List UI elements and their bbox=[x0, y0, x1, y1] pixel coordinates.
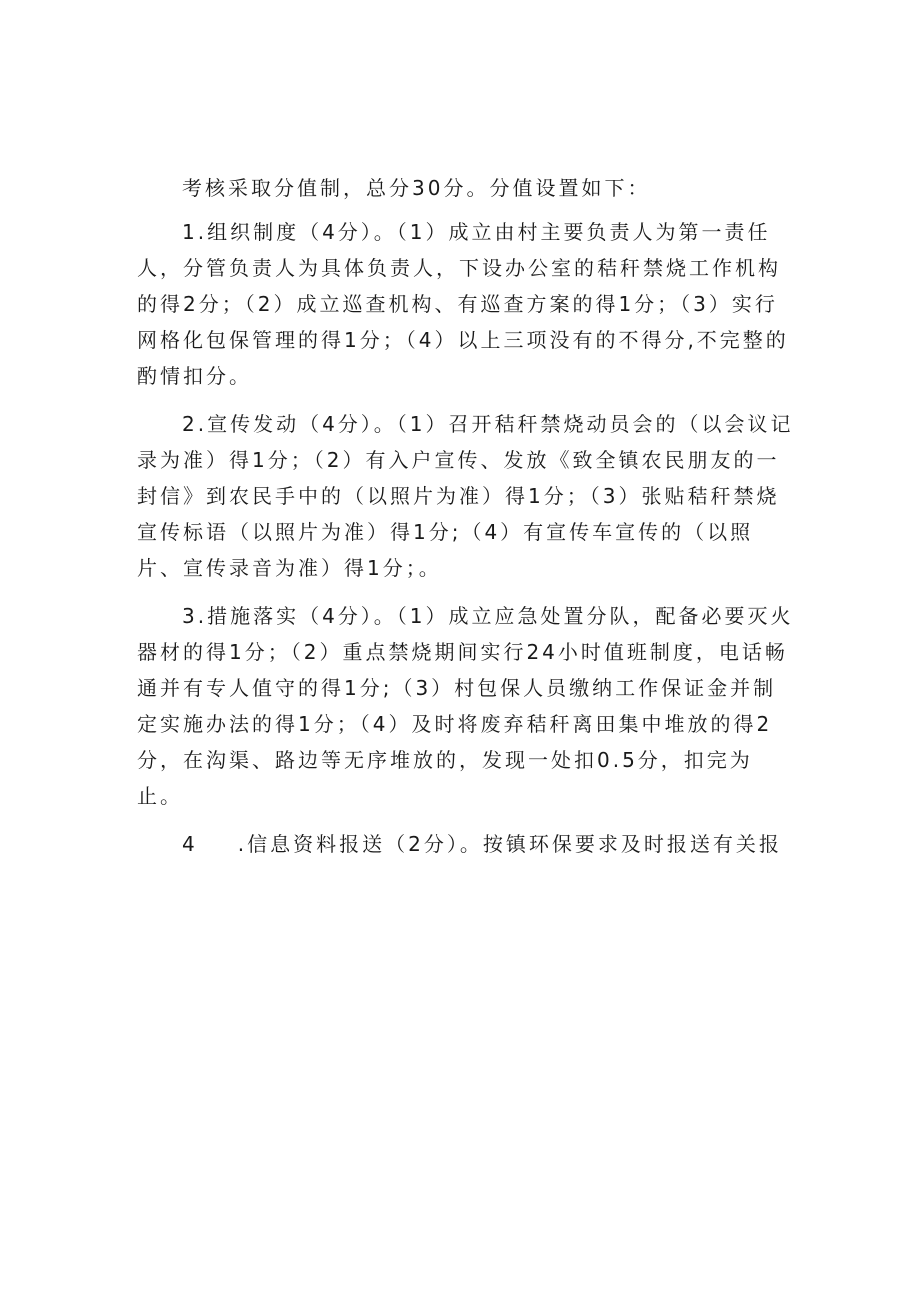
section-reporting-number: 4 bbox=[182, 832, 198, 856]
section-reporting bbox=[137, 826, 797, 862]
section-measures: 3.措施落实（4分）。（1）成立应急处置分队，配备必要灭火器材的得1分；（2）重点禁烧期间实行24小时值班制度，电话畅通并有专人值守的得1分;（3）村包保人员缴纳工作保证金并制定实施办法的得1分；（4）及时将废弃秸秆离田集中堆放的得2分，在沟渠、路边等无序堆放的，发现一处扣0.5分，扣完为止。 bbox=[137, 604, 794, 808]
intro-paragraph: 考核采取分值制，总分30分。分值设置如下： bbox=[182, 176, 651, 200]
document-body bbox=[137, 170, 797, 874]
section-publicity: 2.宣传发动（4分）。（1）召开秸秆禁烧动员会的（以会议记录为准）得1分；（2）有入户宣传、发放《致全镇农民朋友的一封信》到农民手中的（以照片为准）得1分；（3）张贴秸秆禁烧宣传标语（以照片为准）得1分;（4）有宣传车宣传的（以照片、宣传录音为准）得1分；。 bbox=[137, 412, 794, 580]
section-organization: 1.组织制度（4分）。（1）成立由村主要负责人为第一责任人，分管负责人为具体负责人，下设办公室的秸秆禁烧工作机构的得2分；（2）成立巡查机构、有巡查方案的得1分；（3）实行网格化包保管理的得1分；（4）以上三项没有的不得分,不完整的酌情扣分。 bbox=[137, 220, 789, 388]
section-reporting-text: .信息资料报送（2分）。按镇环保要求及时报送有关报 bbox=[237, 832, 782, 856]
